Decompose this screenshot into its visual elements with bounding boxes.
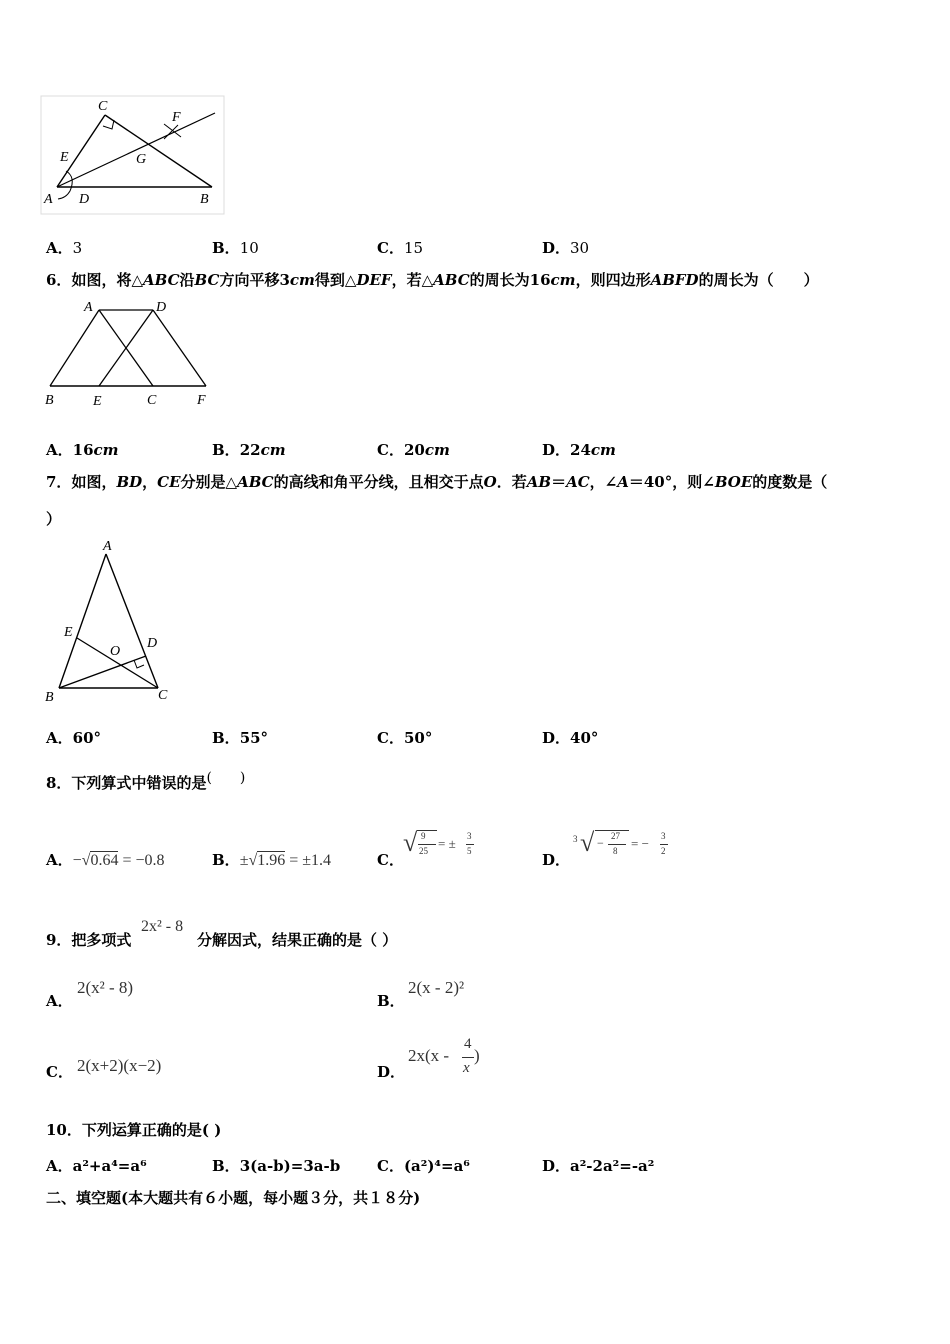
q7-math: ABC xyxy=(237,473,274,491)
radical-icon: √ xyxy=(248,852,258,869)
q7-stem-line2: ） xyxy=(46,510,62,528)
option-label: D． xyxy=(542,1157,571,1175)
q8d-den: 8 xyxy=(613,846,618,856)
q9d-pre: 2x(x - xyxy=(408,1046,450,1065)
q6-option-a[interactable] xyxy=(46,439,119,460)
q6-text: 的周长为 xyxy=(469,271,530,289)
q7-math: A xyxy=(617,473,629,491)
q7-number: 7． xyxy=(46,473,72,491)
q8a-radicand: 0.64 xyxy=(90,852,119,869)
option-value: 15 xyxy=(403,239,424,257)
q6-text: ，则四边形 xyxy=(575,271,651,289)
q8c-rnum: 3 xyxy=(467,831,472,841)
q9-option-c[interactable]: 2(x+2)(x−2) xyxy=(77,1056,162,1075)
q7-text: 的高线和角平分线，且相交于点 xyxy=(273,473,484,491)
radical-icon: √ xyxy=(403,828,418,857)
q10-option-c[interactable] xyxy=(377,1155,470,1176)
q8c-eq: = ± xyxy=(438,836,456,851)
option-unit: cm xyxy=(93,441,119,459)
q8c-num: 9 xyxy=(421,831,426,841)
q9-option-d-label[interactable]: D． xyxy=(377,1063,406,1081)
option-number: 22 xyxy=(239,441,261,459)
q6-label-f: F xyxy=(197,393,206,408)
q8d-sign: − xyxy=(597,836,604,850)
q5-option-d[interactable] xyxy=(542,237,589,258)
q9-stem-part1: 9．把多项式 xyxy=(46,931,132,949)
q10-option-a[interactable] xyxy=(46,1155,147,1176)
q6-option-d[interactable] xyxy=(542,439,616,460)
q10-option-d[interactable] xyxy=(542,1155,654,1176)
q8c-den: 25 xyxy=(419,846,428,856)
q7-math: CE xyxy=(157,473,181,491)
q6-text: 沿 xyxy=(179,271,195,289)
q6-math: BC xyxy=(194,271,220,289)
q7-stem xyxy=(46,473,827,491)
q8d-num: 27 xyxy=(611,831,620,841)
option-label: C． xyxy=(377,729,404,747)
option-label: B． xyxy=(212,441,240,459)
q9-stem-part2: 分解因式，结果正确的是（ ） xyxy=(197,931,398,949)
option-unit: cm xyxy=(260,441,286,459)
q6-math: ABFD xyxy=(650,271,699,289)
option-label: C． xyxy=(377,441,404,459)
q10-stem: 10．下列运算正确的是( ) xyxy=(46,1121,222,1139)
option-label: A． xyxy=(46,851,73,869)
option-label: A． xyxy=(46,441,73,459)
q8a-minus: − xyxy=(72,852,82,869)
q8d-eq: = − xyxy=(631,836,649,851)
option-label: D． xyxy=(542,851,571,869)
option-number: 16 xyxy=(72,441,94,459)
option-label: D． xyxy=(542,239,571,257)
q5-option-c[interactable] xyxy=(377,237,423,258)
q6-figure xyxy=(40,298,220,410)
option-label: D． xyxy=(542,729,571,747)
q9-option-b-label[interactable]: B． xyxy=(377,992,405,1010)
q6-math: cm xyxy=(289,271,315,289)
q6-math: ABC xyxy=(433,271,470,289)
q7-math: O xyxy=(483,473,497,491)
option-value: 3(a-b)=3a-b xyxy=(239,1157,341,1175)
option-label: B． xyxy=(212,1157,240,1175)
q8d-rden: 2 xyxy=(661,846,666,856)
option-unit: cm xyxy=(590,441,616,459)
q9-option-d[interactable] xyxy=(408,1036,498,1084)
option-value: 40° xyxy=(570,729,599,747)
q7-figure xyxy=(40,538,180,706)
q5-option-b[interactable] xyxy=(212,237,259,258)
q6-math: 3 xyxy=(279,271,290,289)
q8-option-b[interactable] xyxy=(212,849,331,870)
option-value: 10 xyxy=(239,239,259,257)
option-label: B． xyxy=(212,729,240,747)
q9d-den: x xyxy=(463,1060,470,1076)
q5-label-c: C xyxy=(98,99,108,114)
q10-option-b[interactable] xyxy=(212,1155,340,1176)
option-label: C． xyxy=(377,851,404,869)
q7-text: 分别是△ xyxy=(180,473,238,491)
option-value: a²-2a²=-a² xyxy=(570,1157,655,1175)
q9-expression: 2x² - 8 xyxy=(141,918,184,935)
q5-label-b: B xyxy=(200,192,209,207)
q6-math: 16 xyxy=(529,271,551,289)
option-label: C． xyxy=(377,239,404,257)
q7-label-a: A xyxy=(103,539,112,554)
q7-math: AC xyxy=(566,473,590,491)
q8-paren: ( ) xyxy=(206,770,246,786)
q8c-rden: 5 xyxy=(467,846,472,856)
q7-math: BOE xyxy=(714,473,753,491)
option-label: C． xyxy=(377,1157,404,1175)
q7-label-o: O xyxy=(110,644,121,659)
option-value: 50° xyxy=(403,729,433,747)
q6-label-a: A xyxy=(84,300,93,315)
option-unit: cm xyxy=(424,441,450,459)
q8-option-c-label-wrap[interactable] xyxy=(377,849,404,870)
q6-label-d: D xyxy=(156,300,167,315)
q5-option-a[interactable] xyxy=(46,237,82,258)
q7-text: ＝ xyxy=(551,473,567,491)
q7-option-b[interactable] xyxy=(212,727,268,748)
option-label: B． xyxy=(212,239,240,257)
q7-math: AB xyxy=(526,473,552,491)
option-label: B． xyxy=(212,851,240,869)
q6-option-b[interactable] xyxy=(212,439,286,460)
q5-label-a: A xyxy=(44,192,53,207)
q8-option-a[interactable] xyxy=(46,849,165,870)
q7-option-d[interactable] xyxy=(542,727,598,748)
option-label: A． xyxy=(46,239,73,257)
q6-label-e: E xyxy=(93,394,102,409)
q7-math: BD xyxy=(116,473,143,491)
radical-icon: √ xyxy=(81,852,91,869)
q8b-rhs: = ±1.4 xyxy=(289,852,332,869)
option-value: 30 xyxy=(570,239,590,257)
option-label: A． xyxy=(46,1157,73,1175)
q8d-rnum: 3 xyxy=(661,831,666,841)
q6-math: ABC xyxy=(142,271,180,289)
q9-option-b[interactable]: 2(x - 2)² xyxy=(408,978,465,997)
q8-stem-text: 8．下列算式中错误的是 xyxy=(46,774,207,792)
q7-text: ， xyxy=(142,473,158,491)
q7-label-b: B xyxy=(45,690,54,705)
option-label: A． xyxy=(46,729,73,747)
q9d-num: 4 xyxy=(464,1036,472,1052)
q6-text: 得到△ xyxy=(314,271,357,289)
q5-label-f: F xyxy=(172,110,181,125)
q8d-index: 3 xyxy=(573,834,578,844)
q7-option-c[interactable] xyxy=(377,727,432,748)
radical-icon: √ xyxy=(580,828,595,857)
q9-option-a-label[interactable]: A． xyxy=(46,992,73,1010)
q7-label-c: C xyxy=(158,688,168,703)
option-number: 24 xyxy=(570,441,591,459)
q7-option-a[interactable] xyxy=(46,727,101,748)
q5-figure xyxy=(40,95,225,215)
q5-label-d: D xyxy=(79,192,90,207)
q7-label-d: D xyxy=(147,636,158,651)
q7-text: ＝40°，则∠ xyxy=(628,473,715,491)
q6-math: DEF xyxy=(356,271,392,289)
option-value: 55° xyxy=(239,729,269,747)
q8a-rhs: = −0.8 xyxy=(122,852,165,869)
q8b-radicand: 1.96 xyxy=(257,852,286,869)
q8b-plusminus: ± xyxy=(239,852,249,869)
q9d-post: ) xyxy=(474,1046,480,1065)
q9-option-a[interactable]: 2(x² - 8) xyxy=(77,978,134,997)
q6-text: 如图，将△ xyxy=(71,271,143,289)
option-value: (a²)⁴=a⁶ xyxy=(403,1157,470,1175)
q6-text: 方向平移 xyxy=(219,271,280,289)
q6-label-c: C xyxy=(147,393,157,408)
q6-math: cm xyxy=(550,271,576,289)
option-value: 3 xyxy=(72,239,83,257)
q6-text: 的周长为（ ） xyxy=(698,271,819,289)
q8-stem xyxy=(46,770,246,793)
q7-text: 的度数是（ xyxy=(752,473,828,491)
q8-option-d-label-wrap[interactable] xyxy=(542,849,570,870)
q7-label-e: E xyxy=(64,625,73,640)
q9-option-c-label[interactable]: C． xyxy=(46,1063,73,1081)
q7-text: ，∠ xyxy=(589,473,618,491)
q6-option-c[interactable] xyxy=(377,439,450,460)
q6-number: 6． xyxy=(46,271,72,289)
option-value: 60° xyxy=(72,729,102,747)
q5-label-g: G xyxy=(136,152,147,167)
option-label: D． xyxy=(542,441,571,459)
q6-text: ，若△ xyxy=(391,271,434,289)
q6-label-b: B xyxy=(45,393,54,408)
q7-text: 如图， xyxy=(71,473,117,491)
section-heading-fill-in: 二、填空题(本大题共有６小题，每小题３分，共１８分) xyxy=(46,1189,421,1207)
q6-stem xyxy=(46,271,819,289)
option-value: a²+a⁴=a⁶ xyxy=(72,1157,147,1175)
q5-label-e: E xyxy=(60,150,69,165)
q7-text: ．若 xyxy=(496,473,527,491)
option-number: 20 xyxy=(403,441,425,459)
